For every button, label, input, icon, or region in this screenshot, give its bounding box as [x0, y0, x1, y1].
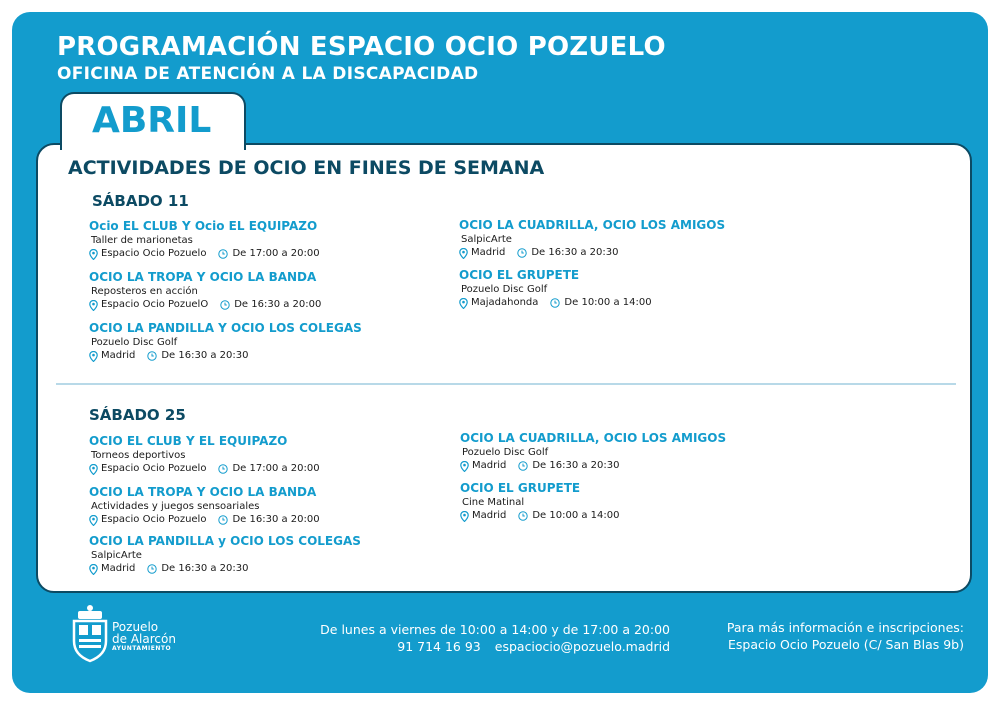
activity-name: Reposteros en acción [91, 286, 198, 297]
activity-details [89, 513, 320, 527]
activity-name: Pozuelo Disc Golf [91, 337, 178, 348]
activity-block [459, 218, 725, 260]
location-pin-icon [89, 464, 98, 475]
activity-group: OCIO EL GRUPETE [460, 481, 581, 495]
activity-place: Espacio Ocio Pozuelo [101, 248, 207, 259]
activity-place: Madrid [101, 350, 136, 361]
activity-details [460, 509, 620, 523]
clock-icon [147, 351, 157, 361]
location-pin-icon [459, 298, 468, 309]
activity-details [459, 296, 652, 310]
activity-details [89, 298, 321, 312]
coat-of-arms-logo [70, 603, 110, 663]
activity-block [89, 219, 320, 261]
activity-place: Espacio Ocio Pozuelo [101, 463, 207, 474]
activity-time: De 16:30 a 20:30 [532, 460, 620, 471]
clock-icon [218, 249, 228, 259]
activity-time: De 17:00 a 20:00 [232, 463, 320, 474]
location-pin-icon [89, 515, 98, 526]
day-title-1: SÁBADO 11 [92, 192, 189, 210]
activity-group: Ocio EL CLUB Y Ocio EL EQUIPAZO [89, 219, 318, 233]
clock-icon [147, 564, 157, 574]
activity-details [89, 247, 320, 261]
opening-hours: De lunes a viernes de 10:00 a 14:00 y de 17:00 a 20:00 [320, 622, 670, 637]
activity-block [460, 431, 726, 473]
activity-group: OCIO LA CUADRILLA, OCIO LOS AMIGOS [460, 431, 727, 445]
activity-group: OCIO LA TROPA Y OCIO LA BANDA [89, 270, 317, 284]
location-pin-icon [89, 564, 98, 575]
location-pin-icon [459, 248, 468, 259]
activity-name: Torneos deportivos [91, 450, 186, 461]
location-pin-icon [89, 249, 98, 260]
activity-name: Taller de marionetas [91, 235, 193, 246]
footer-info [727, 619, 964, 653]
activity-name: Actividades y juegos sensoariales [91, 501, 260, 512]
activity-group: OCIO EL GRUPETE [459, 268, 580, 282]
email-address: espaciocio@pozuelo.madrid [494, 639, 670, 654]
activity-time: De 10:00 a 14:00 [532, 510, 620, 521]
clock-icon [550, 298, 560, 308]
location-pin-icon [89, 351, 98, 362]
activity-name: SalpicArte [91, 550, 142, 561]
activity-group: OCIO EL CLUB Y EL EQUIPAZO [89, 434, 288, 448]
day-divider [56, 383, 956, 385]
page-title: PROGRAMACIÓN ESPACIO OCIO POZUELO [57, 32, 666, 62]
activity-details [89, 349, 362, 363]
activity-place: Madrid [472, 510, 507, 521]
activity-block [89, 270, 321, 312]
activity-details [89, 462, 320, 476]
section-title: ACTIVIDADES DE OCIO EN FINES DE SEMANA [68, 157, 545, 179]
activity-details [460, 459, 726, 473]
activity-group: OCIO LA PANDILLA Y OCIO LOS COLEGAS [89, 321, 362, 335]
clock-icon [218, 464, 228, 474]
activity-block [89, 321, 362, 363]
activity-time: De 17:00 a 20:00 [232, 248, 320, 259]
info-heading: Para más información e inscripciones: [726, 620, 964, 635]
activity-time: De 10:00 a 14:00 [564, 297, 652, 308]
activity-time: De 16:30 a 20:30 [531, 247, 619, 258]
clock-icon [518, 511, 528, 521]
month-tab: ABRIL [60, 92, 246, 150]
activity-place: Madrid [101, 563, 136, 574]
location-pin-icon [89, 300, 98, 311]
clock-icon [218, 515, 228, 525]
clock-icon [220, 300, 230, 310]
activity-block [89, 534, 361, 576]
logo-wordmark: Pozuelo de Alarcón AYUNTAMIENTO [112, 620, 176, 652]
activity-place: Madrid [471, 247, 506, 258]
activity-block [89, 485, 320, 527]
activity-time: De 16:30 a 20:00 [232, 514, 320, 525]
activity-name: Cine Matinal [462, 497, 525, 508]
footer-contact [320, 621, 670, 655]
location-pin-icon [460, 511, 469, 522]
activity-group: OCIO LA PANDILLA y OCIO LOS COLEGAS [89, 534, 361, 548]
activity-time: De 16:30 a 20:00 [234, 299, 322, 310]
activity-place: Espacio Ocio Pozuelo [101, 514, 207, 525]
activity-name: Pozuelo Disc Golf [462, 447, 549, 458]
activity-block [459, 268, 652, 310]
activity-name: Pozuelo Disc Golf [461, 284, 548, 295]
activity-details [89, 562, 361, 576]
clock-icon [518, 461, 528, 471]
activity-time: De 16:30 a 20:30 [161, 563, 249, 574]
activity-place: Madrid [472, 460, 507, 471]
day-title-2: SÁBADO 25 [89, 406, 186, 424]
phone-number: 91 714 16 93 [397, 639, 481, 654]
activity-time: De 16:30 a 20:30 [161, 350, 249, 361]
activity-place: Majadahonda [471, 297, 539, 308]
location-pin-icon [460, 461, 469, 472]
activity-group: OCIO LA TROPA Y OCIO LA BANDA [89, 485, 317, 499]
activity-group: OCIO LA CUADRILLA, OCIO LOS AMIGOS [459, 218, 726, 232]
activity-place: Espacio Ocio PozuelO [101, 299, 209, 310]
activity-name: SalpicArte [461, 234, 512, 245]
info-address: Espacio Ocio Pozuelo (C/ San Blas 9b) [727, 637, 964, 652]
activity-block [89, 434, 320, 476]
activity-details [459, 246, 725, 260]
clock-icon [517, 248, 527, 258]
activity-block [460, 481, 620, 523]
page-subtitle: OFICINA DE ATENCIÓN A LA DISCAPACIDAD [57, 64, 479, 84]
